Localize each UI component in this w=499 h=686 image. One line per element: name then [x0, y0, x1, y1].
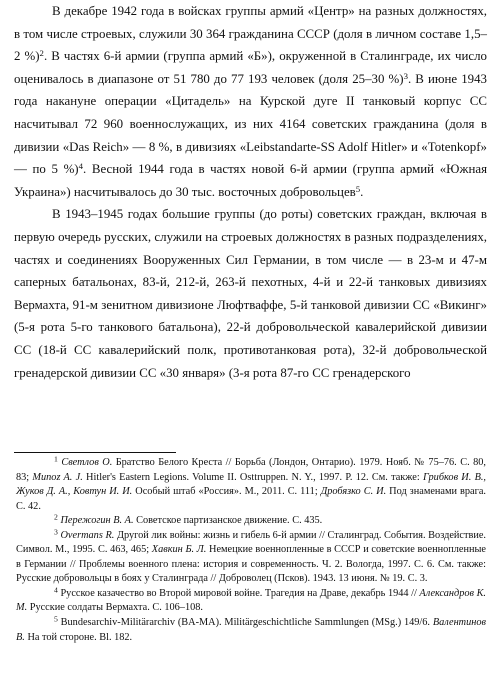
footnote [16, 587, 486, 616]
paragraph-text: . Весной 1944 года в частях новой 6-й армии (группа армий «Южная Украина») насчитывалось до 30 тыс. восточных добровольцев [14, 162, 487, 199]
footnote-text: Bundesarchiv-Militärarchiv (BA-MA). Militärgeschichtliche Sammlungen (MSg.) 149/6. [57, 617, 433, 629]
paragraph-text: . [360, 184, 364, 199]
footnote-author: Валентинов В. [16, 617, 486, 643]
footnote-author: Дробязко С. И. [320, 486, 387, 498]
paragraph: В 1943–1945 годах большие группы (до роты) советских граждан, включая в первую очередь русских, служили на строевых должностях в разных подразделениях, частях и соединениях Вооруженных Сил Германии, в том числе — в 23-м и 47-м саперных батальонах, 83-й, 212-й, 263-й пехотных, 4-й и 22-й танковых дивизиях Вермахта, 91-м зенитном дивизионе Люфтваффе, 5-й танковой дивизии СС «Викинг» (5-я рота 5-го танкового батальона), 22-й добровольческой кавалерийской дивизии СС (18-й СС кавалерийский полк, противотанковая рота), 32-й добровольческой гренадерской дивизии СС «30 января» (3-я рота 87-го СС гренадерского [14, 207, 487, 380]
paragraph-text: . В июне 1943 года накануне операции «Цитадель» на Курской дуге II танковый корпус СС насчитывал 72 960 военнослужащих, из них 4164 советских гражданина (доля в дивизии «Das Reich» — 8 %, в дивизиях «Leibstandarte-SS Adolf Hitler» и «Totenkopf» — по 5 %) [14, 71, 487, 177]
paragraph-text: В декабре 1942 года в войсках группы армий «Центр» на разных должностях, в том числе строевых, служили 30 364 гражданина СССР (доля в личном составе 1,5–2 %) [14, 4, 487, 64]
footnote-ref[interactable]: 5 [355, 183, 361, 194]
footnote-ref[interactable]: 3 [403, 70, 408, 81]
footnotes [16, 456, 486, 645]
footnote-text: Русские солдаты Вермахта. С. 106–108. [27, 602, 203, 614]
footnote-number: 2 [54, 512, 58, 522]
footnote-author: Хавкин Б. Л. [151, 544, 207, 556]
footnote-author: Пережогин В. А. [60, 515, 134, 527]
footnote-text: Советское партизанское движение. С. 435. [133, 515, 323, 527]
footnote-text: На той стороне. Bl. 182. [24, 631, 133, 643]
footnote-text: Русское казачество во Второй мировой войне. Трагедия на Драве, декабрь 1944 // [57, 587, 420, 599]
footnote-author: Overmans R. [60, 529, 115, 541]
footnote-number: 5 [54, 614, 58, 624]
footnote-text: Hitler's Eastern Legions. Volume II. Osttruppen. N. Y., 1997. P. 12. См. также: [82, 471, 423, 483]
footnote-author: Грибков И. В., Жуков Д. А., Ковтун И. И. [16, 471, 487, 498]
main-text [14, 0, 487, 384]
footnote-author: Munoz A. J. [32, 471, 83, 483]
footnote [16, 514, 486, 529]
footnote-text: Особый штаб «Россия». М., 2011. С. 111; [132, 486, 321, 498]
footnote-ref[interactable]: 2 [39, 48, 44, 59]
footnote-text: Братство Белого Креста // Борьба (Лондон, Онтарио). 1979. Нояб. № 75–76. С. 80, 83; [16, 457, 486, 483]
footnote-text: Другой лик войны: жизнь и гибель 6-й армии // Сталинград. События. Воздействие. Символ. М., 1995. С. 463, 465; [16, 529, 486, 556]
paragraph-text: . В частях 6-й армии (группа армий «Б»), окруженной в Сталинграде, их число оценивалось в диапазоне от 51 780 до 77 193 человек (доля 25–30 %) [14, 49, 487, 86]
footnote-author: Светлов О. [61, 457, 113, 468]
footnote-number: 4 [54, 585, 58, 595]
footnote-ref[interactable]: 4 [78, 161, 83, 172]
footnote [16, 616, 486, 645]
footnote-number: 3 [54, 527, 58, 537]
footnote-number: 1 [54, 454, 58, 464]
footnote [16, 456, 486, 514]
footnote-text: Под знаменами врага. С. 42. [16, 486, 486, 512]
paragraph [14, 0, 487, 203]
footnote-author: Александров К. М. [16, 587, 486, 614]
footnote [16, 529, 486, 587]
footnote-text: Немецкие военнопленные в СССР и советские военнопленные в Германии // Проблемы военного плена: история и современность. Ч. 2. Вологда, 1997. С. 6. См. также: Русские добровольцы в боях у Сталинграда // Доброволец (Псков). 1943. 13 июня. № 19. С. 3. [16, 544, 486, 585]
footnote-divider [14, 452, 176, 453]
